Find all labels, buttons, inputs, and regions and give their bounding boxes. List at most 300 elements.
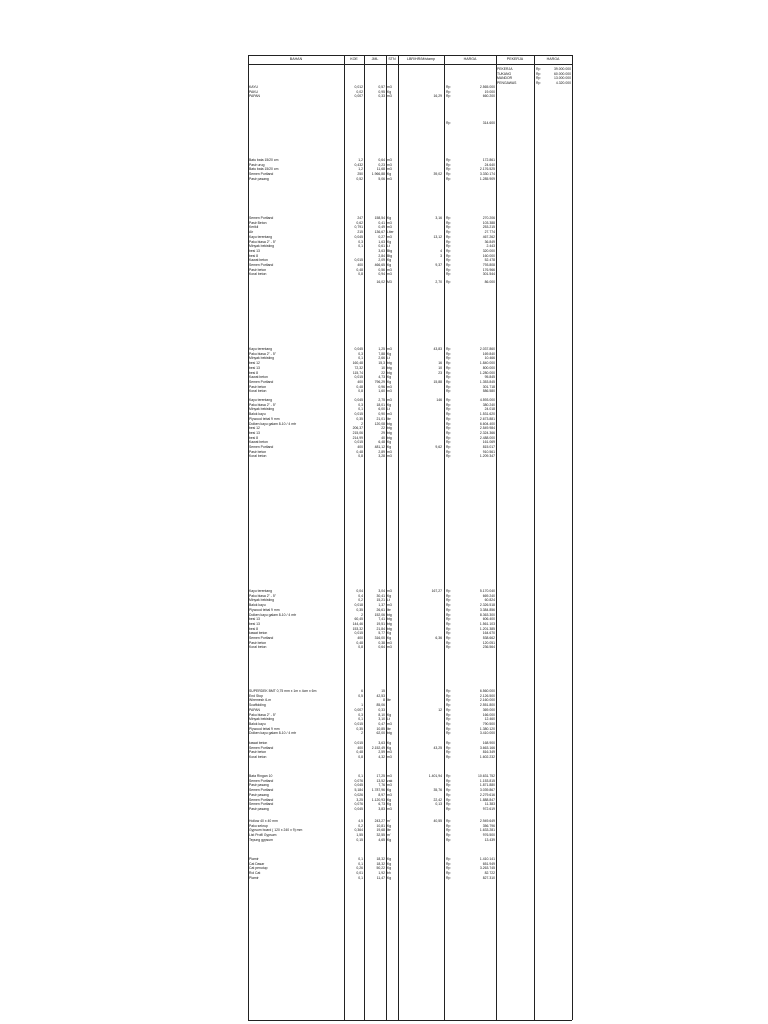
quantity: 10 bbox=[381, 365, 385, 370]
worker-price: 39.000.000 bbox=[554, 67, 571, 71]
material-name: Pasir pasang bbox=[249, 176, 269, 181]
currency: Rp bbox=[446, 645, 451, 650]
currency: Rp bbox=[446, 253, 451, 258]
unit: Liter bbox=[387, 230, 394, 235]
coefficient: 0,1 bbox=[358, 407, 363, 412]
unit: Kg bbox=[387, 636, 392, 640]
quantity: 0,61 bbox=[378, 244, 385, 249]
material-name: Kerikil bbox=[249, 225, 259, 230]
unit: Lt bbox=[387, 407, 390, 412]
material-name: Kayu terentang bbox=[249, 589, 272, 593]
currency: Rp bbox=[446, 837, 451, 842]
material-name: Pasir pasang bbox=[249, 792, 269, 797]
quantity: 2,84 bbox=[378, 253, 385, 258]
unit: Kg bbox=[387, 861, 392, 866]
currency: Rp bbox=[446, 698, 451, 703]
currency: Rp bbox=[446, 823, 451, 828]
sheet-count: 16,29 bbox=[433, 94, 442, 99]
price: 160.000 bbox=[482, 253, 495, 258]
quantity: 0,33 bbox=[378, 707, 385, 712]
currency: Rp bbox=[446, 707, 451, 712]
price: 2.673.881 bbox=[479, 416, 495, 421]
quantity: 1,63 bbox=[378, 239, 385, 244]
material-name: besi 12 bbox=[249, 361, 260, 366]
quantity: 19,68 bbox=[376, 828, 385, 833]
price: 800.000 bbox=[482, 365, 495, 370]
material-name: kawat beton bbox=[249, 741, 268, 745]
price: 1.602.232 bbox=[479, 755, 495, 760]
coefficient: 160,48 bbox=[352, 361, 363, 366]
unit: btg bbox=[387, 430, 392, 435]
material-name: Minyak bekisting bbox=[249, 407, 275, 412]
quantity: 50,22 bbox=[376, 866, 385, 871]
currency: Rp bbox=[446, 755, 451, 760]
quantity: 136,67 bbox=[374, 230, 385, 235]
quantity: 16,02 bbox=[376, 280, 385, 284]
currency: Rp bbox=[446, 225, 451, 230]
price: 538.662 bbox=[482, 636, 495, 640]
sheet-count: 12 bbox=[438, 707, 442, 712]
quantity: 13,52 bbox=[376, 778, 385, 783]
unit: btg bbox=[387, 361, 392, 366]
coefficient: 0,1 bbox=[358, 774, 363, 778]
currency: Rp bbox=[446, 640, 451, 645]
quantity: 2,66 bbox=[378, 356, 385, 361]
coefficient: 144,46 bbox=[352, 621, 363, 626]
quantity: 21,01 bbox=[376, 416, 385, 421]
coefficient: 6 bbox=[361, 689, 363, 693]
price: 793.808 bbox=[482, 263, 495, 267]
unit: m3 bbox=[387, 158, 392, 162]
price: 168.900 bbox=[482, 741, 495, 745]
coefficient: 0,015 bbox=[354, 440, 363, 445]
coefficient: 5,184 bbox=[354, 788, 363, 793]
unit: m3 bbox=[387, 162, 392, 167]
price: 790.500 bbox=[482, 721, 495, 726]
currency: Rp bbox=[446, 426, 451, 431]
quantity: 0,49 bbox=[378, 225, 385, 230]
quantity: 2,75 bbox=[378, 398, 385, 402]
unit: btg bbox=[387, 731, 392, 736]
header-stn: STN bbox=[388, 57, 396, 61]
price: 467.262 bbox=[482, 234, 495, 239]
unit: m3 bbox=[387, 220, 392, 225]
unit: m3 bbox=[387, 774, 392, 778]
quantity: 21,84 bbox=[376, 626, 385, 631]
price: 161.069 bbox=[482, 440, 495, 445]
material-name: PAPAN bbox=[249, 94, 260, 99]
currency: Rp bbox=[446, 402, 451, 407]
coefficient: 214,99 bbox=[352, 435, 363, 440]
material-name: kawat beton bbox=[249, 631, 268, 636]
price: 369.000 bbox=[482, 707, 495, 712]
price: 2.949.649 bbox=[479, 819, 495, 823]
unit: m3 bbox=[387, 384, 392, 389]
price: 236.564 bbox=[482, 645, 495, 650]
coefficient: 0,432 bbox=[354, 162, 363, 167]
price: 3.330.174 bbox=[479, 172, 495, 177]
material-name: Wiremesh 6-m bbox=[249, 698, 272, 703]
currency: Rp bbox=[446, 857, 451, 861]
sheet-count: 22,42 bbox=[433, 797, 442, 802]
row-border bbox=[248, 64, 572, 65]
currency: Rp bbox=[446, 347, 451, 351]
currency: Rp bbox=[446, 280, 451, 284]
coefficient: 115,74 bbox=[352, 370, 363, 375]
quantity: 10,85 bbox=[376, 726, 385, 731]
price: 24.018 bbox=[484, 407, 495, 412]
material-name: Air bbox=[249, 230, 254, 235]
quantity: 7,88 bbox=[378, 351, 385, 356]
unit: m3 bbox=[387, 783, 392, 788]
quantity: 481,12 bbox=[374, 445, 385, 449]
coefficient: 0,015 bbox=[354, 412, 363, 417]
quantity: 3,04 bbox=[378, 589, 385, 593]
currency: Rp bbox=[446, 806, 451, 811]
quantity: 1,37 bbox=[378, 603, 385, 608]
coefficient: 0,3 bbox=[358, 351, 363, 356]
material-name: Batu bata 15/20 cm bbox=[249, 158, 279, 162]
coefficient: 0,26 bbox=[356, 866, 363, 871]
unit: m3 bbox=[387, 603, 392, 608]
sheet-count: 1.401,94 bbox=[428, 774, 442, 778]
quantity: 2,89 bbox=[378, 449, 385, 454]
price: 651.949 bbox=[482, 861, 495, 866]
currency: Rp bbox=[446, 430, 451, 435]
quantity: 152,06 bbox=[374, 612, 385, 617]
material-name: Pasir Beton bbox=[249, 220, 267, 225]
currency: Rp bbox=[446, 263, 451, 267]
quantity: 6,00 bbox=[378, 407, 385, 412]
quantity: 0,27 bbox=[378, 234, 385, 239]
price: 1.285.909 bbox=[479, 176, 495, 181]
quantity: 466,65 bbox=[374, 263, 385, 267]
currency: Rp bbox=[446, 351, 451, 356]
material-name: Hollow 40 x 40 mm bbox=[249, 819, 278, 823]
unit: Lt bbox=[387, 717, 390, 722]
coefficient: 0,48 bbox=[356, 449, 363, 454]
quantity: 1,92 bbox=[378, 871, 385, 876]
coefficient: 400 bbox=[357, 379, 363, 384]
quantity: 11,68 bbox=[376, 167, 385, 172]
quantity: 3,63 bbox=[378, 248, 385, 253]
material-name: besi 13 bbox=[249, 430, 260, 435]
sheet-count: 6,36 bbox=[435, 636, 442, 640]
quantity: 0,64 bbox=[378, 645, 385, 650]
price: 13.439 bbox=[484, 837, 495, 842]
coefficient: 0,015 bbox=[354, 631, 363, 636]
coefficient: 0,1 bbox=[358, 356, 363, 361]
price: 172.861 bbox=[482, 158, 495, 162]
currency: Rp bbox=[446, 689, 451, 693]
currency: Rp bbox=[446, 631, 451, 636]
material-name: besi 13 bbox=[249, 248, 260, 253]
unit: m3 bbox=[387, 645, 392, 650]
material-name: Semen Portland bbox=[249, 445, 274, 449]
sheet-count: 4 bbox=[440, 248, 442, 253]
unit: Lt bbox=[387, 244, 390, 249]
material-name: Kayu terentang bbox=[249, 398, 272, 402]
currency: Rp bbox=[446, 421, 451, 426]
quantity: 15,21 bbox=[376, 598, 385, 603]
coefficient: 0,15 bbox=[356, 837, 363, 842]
material-name: Gypsum board ( 120 x 240 x 9) mm bbox=[249, 828, 303, 833]
unit: btg bbox=[387, 617, 392, 622]
currency: Rp bbox=[446, 797, 451, 802]
material-name: Koral beton bbox=[249, 645, 267, 650]
col-border bbox=[534, 55, 535, 1020]
coefficient: 0,015 bbox=[354, 375, 363, 380]
material-name: Minyak bekisting bbox=[249, 356, 275, 361]
material-name: besi 12 bbox=[249, 426, 260, 431]
currency: Rp bbox=[446, 216, 451, 220]
unit: Kg bbox=[387, 216, 392, 220]
currency: Rp bbox=[446, 412, 451, 417]
sheet-count: 167,27 bbox=[431, 589, 442, 593]
sheet-count: 13,12 bbox=[433, 234, 442, 239]
price: 1.840.000 bbox=[479, 361, 495, 366]
worker-role: PEKERJA bbox=[497, 67, 513, 71]
price: 2.176.525 bbox=[479, 167, 495, 172]
unit: Lt bbox=[387, 356, 390, 361]
currency: Rp bbox=[446, 861, 451, 866]
price: 976.500 bbox=[482, 833, 495, 838]
currency: Rp bbox=[446, 258, 451, 263]
coefficient: 4,5 bbox=[358, 819, 363, 823]
coefficient: 2 bbox=[361, 731, 363, 736]
price: 86.000 bbox=[484, 280, 495, 284]
currency: Rp bbox=[446, 449, 451, 454]
coefficient: 0,1 bbox=[358, 857, 363, 861]
coefficient: 0,35 bbox=[356, 607, 363, 612]
material-name: Semen Portland bbox=[249, 797, 274, 802]
currency: Rp bbox=[446, 626, 451, 631]
unit: m3 bbox=[387, 721, 392, 726]
coefficient: 2 bbox=[361, 612, 363, 617]
coefficient: 0,015 bbox=[354, 741, 363, 745]
unit: m3 bbox=[387, 640, 392, 645]
currency: Rp bbox=[446, 94, 451, 99]
price: 301.544 bbox=[482, 272, 495, 277]
price: 320.000 bbox=[482, 248, 495, 253]
quantity: 32,55 bbox=[376, 833, 385, 838]
quantity: 4,32 bbox=[378, 755, 385, 760]
worker-price: 60.000.000 bbox=[554, 71, 571, 76]
coefficient: 0,1 bbox=[358, 861, 363, 866]
coefficient: 0,35 bbox=[356, 416, 363, 421]
material-name: besi 8 bbox=[249, 626, 259, 631]
unit: Kg bbox=[387, 823, 392, 828]
currency: Rp bbox=[446, 239, 451, 244]
currency: Rp bbox=[446, 398, 451, 402]
quantity: 0,94 bbox=[378, 272, 385, 277]
quantity: 0,41 bbox=[378, 220, 385, 225]
quantity: 8 bbox=[383, 698, 385, 703]
material-name: Paku biasa 2" - 5" bbox=[249, 351, 276, 356]
sheet-count: 16 bbox=[438, 361, 442, 366]
unit: m3 bbox=[387, 398, 392, 402]
unit: Kg bbox=[387, 375, 392, 380]
material-name: PAPAN bbox=[249, 707, 260, 712]
currency: Rp bbox=[446, 234, 451, 239]
quantity: 2.152,49 bbox=[371, 745, 385, 750]
price: 166.000 bbox=[482, 712, 495, 717]
header-jml: JML bbox=[371, 57, 379, 61]
unit: Kg bbox=[387, 445, 392, 449]
unit: Kg bbox=[387, 379, 392, 384]
coefficient: 206,37 bbox=[352, 426, 363, 431]
currency: Rp bbox=[446, 802, 451, 807]
quantity: 1,25 bbox=[378, 347, 385, 351]
currency: Rp bbox=[446, 871, 451, 876]
unit: Kg bbox=[387, 866, 392, 871]
material-name: Kawat beton bbox=[249, 375, 268, 380]
price: 586.580 bbox=[482, 389, 495, 394]
coefficient: 0,045 bbox=[354, 398, 363, 402]
coefficient: 0,5 bbox=[358, 693, 363, 698]
material-name: Balok kayu bbox=[249, 721, 266, 726]
unit: m3 bbox=[387, 412, 392, 417]
price: 36.849 bbox=[484, 239, 495, 244]
currency: Rp bbox=[446, 731, 451, 736]
price: 606.400 bbox=[482, 617, 495, 622]
currency: Rp bbox=[446, 416, 451, 421]
unit: Lt bbox=[387, 598, 390, 603]
material-name: Pasir beton bbox=[249, 384, 267, 389]
material-name: Semen Portland bbox=[249, 778, 274, 783]
sheet-count: 43,25 bbox=[433, 745, 442, 750]
price: 2.488.000 bbox=[479, 435, 495, 440]
quantity: 19,51 bbox=[376, 621, 385, 626]
price: 164.670 bbox=[482, 631, 495, 636]
unit: btg bbox=[387, 626, 392, 631]
price: 1.561.103 bbox=[479, 621, 495, 626]
currency: Rp bbox=[446, 375, 451, 380]
coefficient: 0,045 bbox=[354, 347, 363, 351]
currency: Rp bbox=[446, 828, 451, 833]
coefficient: 400 bbox=[357, 445, 363, 449]
unit: m3 bbox=[387, 449, 392, 454]
unit: m3 bbox=[387, 755, 392, 760]
coefficient: 215,06 bbox=[352, 430, 363, 435]
material-name: Paku biasa 2" - 5" bbox=[249, 712, 276, 717]
worker-role: TUKANG bbox=[497, 71, 512, 76]
price: 6.604.400 bbox=[479, 421, 495, 426]
coefficient: 0,045 bbox=[354, 806, 363, 811]
currency: Rp bbox=[446, 384, 451, 389]
price: 1.410.141 bbox=[479, 857, 495, 861]
header-harga-pekerja: HARGA bbox=[546, 57, 560, 61]
currency: Rp bbox=[446, 621, 451, 626]
coefficient: 0,018 bbox=[354, 603, 363, 608]
coefficient: 1,55 bbox=[356, 833, 363, 838]
price: 3.410.000 bbox=[479, 731, 495, 736]
unit: m3 bbox=[387, 94, 392, 99]
quantity: 0,33 bbox=[378, 94, 385, 99]
unit: btg bbox=[387, 621, 392, 626]
header-pekerja: PEKERJA bbox=[506, 57, 524, 61]
coefficient: 0,076 bbox=[354, 802, 363, 807]
quantity: 5,77 bbox=[378, 631, 385, 636]
material-name: Plamir bbox=[249, 857, 259, 861]
unit: lbr bbox=[387, 726, 391, 731]
unit: btg bbox=[387, 612, 392, 617]
material-name: Kawat beton bbox=[249, 440, 268, 445]
currency: Rp bbox=[446, 612, 451, 617]
material-name: Scaffolding bbox=[249, 703, 266, 708]
material-name: Minyak bekisting bbox=[249, 598, 275, 603]
material-name: Semen Portland bbox=[249, 263, 274, 267]
unit: m3 bbox=[387, 272, 392, 277]
price: 2.549.984 bbox=[479, 426, 495, 431]
coefficient: 0,8 bbox=[358, 645, 363, 650]
currency: Rp bbox=[446, 172, 451, 177]
unit: btg bbox=[387, 435, 392, 440]
coefficient: 0,1 bbox=[358, 875, 363, 880]
unit: bh bbox=[387, 871, 391, 876]
col-border bbox=[444, 55, 445, 1020]
quantity: 3,63 bbox=[378, 741, 385, 745]
currency: Rp bbox=[446, 783, 451, 788]
material-name: besi 13 bbox=[249, 617, 260, 622]
currency: Rp bbox=[446, 230, 451, 235]
material-name: Pasir beton bbox=[249, 750, 267, 755]
price: 19.000 bbox=[484, 89, 495, 94]
currency: Rp bbox=[446, 726, 451, 731]
unit: Kg bbox=[387, 788, 392, 793]
unit: m' bbox=[387, 833, 391, 838]
price: 82.722 bbox=[484, 871, 495, 876]
currency: Rp bbox=[446, 819, 451, 823]
currency: Rp bbox=[446, 693, 451, 698]
material-name: KAYU bbox=[249, 85, 258, 89]
unit: Kg bbox=[387, 89, 392, 94]
price: 2.037.860 bbox=[479, 347, 495, 351]
header-koe: KOE bbox=[350, 57, 358, 61]
material-name: Paku sekrup bbox=[249, 823, 268, 828]
coefficient: 0,015 bbox=[354, 721, 363, 726]
coefficient: 400 bbox=[357, 263, 363, 267]
quantity: 15 bbox=[381, 689, 385, 693]
coefficient: 0,02 bbox=[356, 89, 363, 94]
unit: btg bbox=[387, 426, 392, 431]
currency: Rp bbox=[446, 875, 451, 880]
quantity: 0,95 bbox=[378, 89, 385, 94]
currency: Rp bbox=[446, 598, 451, 603]
unit: m3 bbox=[387, 347, 392, 351]
currency: Rp bbox=[446, 272, 451, 277]
material-name: Semen Portland bbox=[249, 788, 274, 793]
unit: m3 bbox=[387, 389, 392, 394]
currency: Rp bbox=[446, 445, 451, 449]
material-name: Semen Portland bbox=[249, 379, 274, 384]
sheet-count: 35,76 bbox=[433, 788, 442, 793]
material-name: Tepung gypsum bbox=[249, 837, 273, 842]
currency: Rp bbox=[446, 167, 451, 172]
unit: lbr bbox=[387, 828, 391, 833]
price: 827.310 bbox=[482, 875, 495, 880]
unit: Kg bbox=[387, 745, 392, 750]
price: 95.845 bbox=[484, 375, 495, 380]
currency: Rp bbox=[446, 778, 451, 783]
currency: Rp bbox=[446, 407, 451, 412]
coefficient: 0,8 bbox=[358, 389, 363, 394]
material-name: Semen Portland bbox=[249, 802, 274, 807]
coefficient: 0,791 bbox=[354, 225, 363, 230]
material-name: besi 8 bbox=[249, 253, 259, 258]
currency: Rp bbox=[446, 717, 451, 722]
coefficient: 0,04 bbox=[356, 589, 363, 593]
